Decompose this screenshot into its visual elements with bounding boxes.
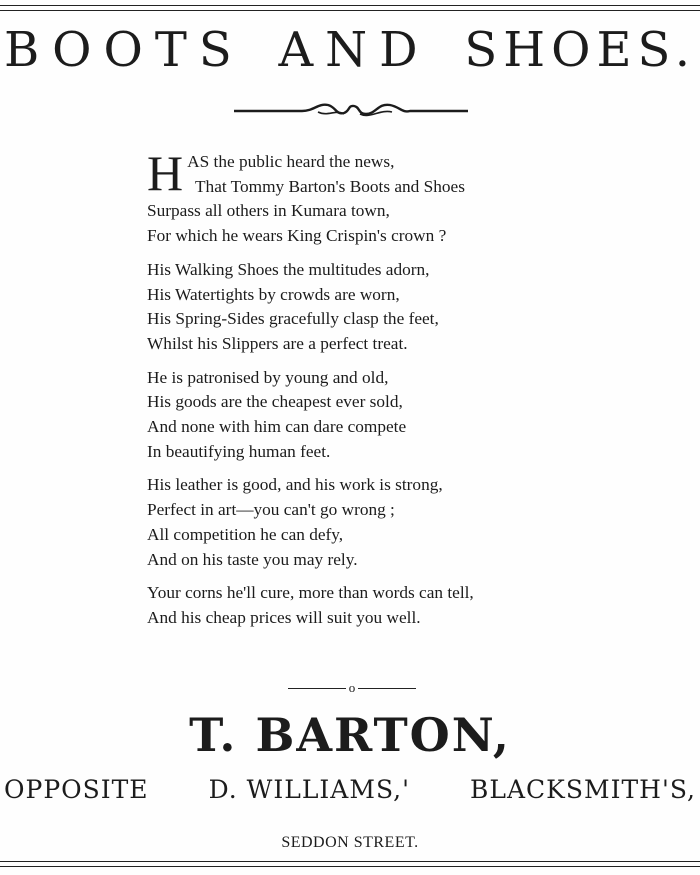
address-williams: D. WILLIAMS,' [208, 775, 410, 804]
scroll-ornament-icon [232, 97, 470, 123]
headline-word-boots: BOOTS [4, 22, 244, 78]
address-line [4, 773, 696, 807]
poem [147, 145, 567, 640]
poem-line: And none with him can dare compete [147, 417, 407, 437]
poem-line: In beautifying human feet. [147, 441, 331, 461]
poem-stanza-2 [147, 258, 567, 357]
poem-line: He is patronised by young and old, [147, 367, 389, 387]
poem-line: Perfect in art—you can't go wrong ; [147, 500, 395, 520]
poem-line: His Spring-Sides gracefully clasp the feet, [147, 309, 439, 329]
poem-line: For which he wears King Crispin's crown ? [147, 226, 447, 246]
poem-line: And on his taste you may rely. [147, 549, 358, 569]
headline [4, 22, 696, 78]
bottom-border-line [0, 861, 700, 862]
street-name: SEDDON STREET. [281, 834, 419, 851]
top-border-line-thin [0, 10, 700, 11]
bottom-border-line-thin [0, 866, 700, 867]
poem-line: All competition he can defy, [147, 524, 344, 544]
poem-line: His leather is good, and his work is strong, [147, 475, 443, 495]
poem-stanza-1 [147, 145, 567, 249]
poem-stanza-4 [147, 473, 567, 572]
poem-line: Your corns he'll cure, more than words can tell, [147, 583, 474, 603]
poem-line: Whilst his Slippers are a perfect treat. [147, 333, 408, 353]
drop-cap: H [147, 145, 184, 201]
poem-line: His Watertights by crowds are worn, [147, 284, 400, 304]
section-divider [285, 680, 419, 696]
divider-mark: o [348, 680, 356, 695]
poem-line: And his cheap prices will suit you well. [147, 607, 421, 627]
poem-stanza-5 [147, 581, 567, 630]
top-border-line [0, 5, 700, 6]
poem-line: Surpass all others in Kumara town, [147, 201, 390, 221]
divider-dash-left [288, 688, 346, 689]
proprietor-name: T. BARTON, [189, 708, 511, 762]
poem-line: AS the public heard the news, [187, 152, 395, 171]
divider-dash-right [358, 688, 416, 689]
headline-word-and: AND [278, 22, 430, 78]
poem-line: His goods are the cheapest ever sold, [147, 392, 403, 412]
poem-line: His Walking Shoes the multitudes adorn, [147, 259, 430, 279]
poem-stanza-3 [147, 366, 567, 465]
poem-line: That Tommy Barton's Boots and Shoes [195, 176, 465, 196]
address-blacksmiths: BLACKSMITH'S, [470, 775, 696, 804]
address-opposite: OPPOSITE [4, 775, 149, 804]
headline-word-shoes: SHOES. [464, 22, 696, 78]
